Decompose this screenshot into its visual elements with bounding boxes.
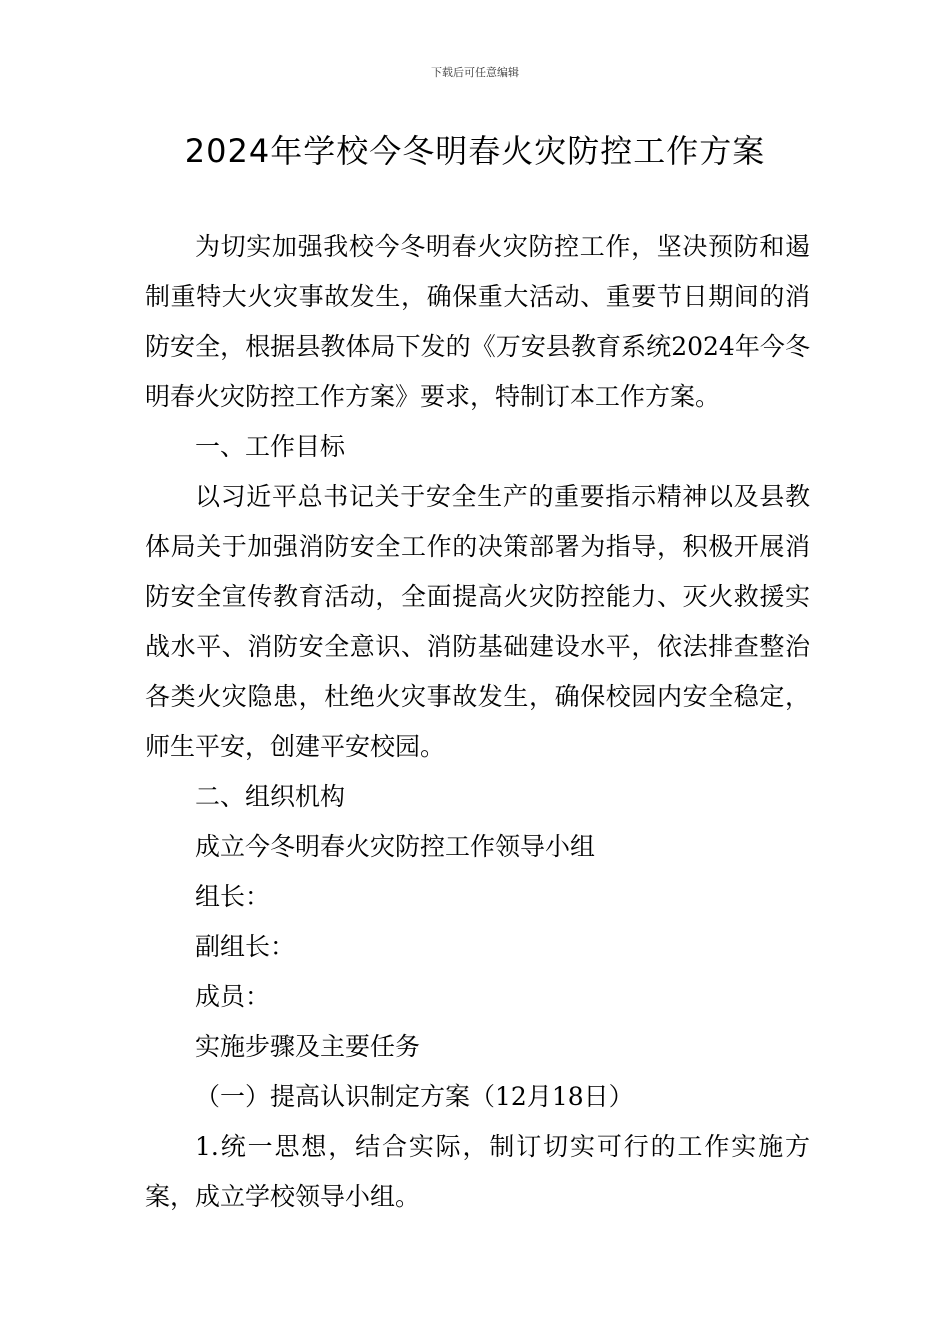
section-heading-organization: 二、组织机构	[195, 782, 346, 811]
section-heading-goals: 一、工作目标	[195, 432, 346, 461]
leadership-group-line: 成立今冬明春火灾防控工作领导小组	[195, 832, 596, 861]
members-line: 成员：	[195, 982, 271, 1011]
goals-paragraph: 以习近平总书记关于安全生产的重要指示精神以及县教体局关于加强消防安全工作的决策部署为指导，积极开展消防安全宣传教育活动，全面提高火灾防控能力、灭火救援实战水平、消防安全意识、消防基础建设水平，依法排查整治各类火灾隐患，杜绝火灾事故发生，确保校园内安全稳定，师生平安，创建平安校园。	[145, 482, 810, 761]
document-body	[145, 222, 810, 1222]
subsection-heading-plan: （一）提高认识制定方案（12月18日）	[195, 1082, 634, 1111]
document-title: 2024年学校今冬明春火灾防控工作方案	[184, 132, 766, 170]
leader-line: 组长：	[195, 882, 271, 911]
section-heading-steps: 实施步骤及主要任务	[195, 1032, 421, 1061]
step-item-1: 1.统一思想，结合实际，制订切实可行的工作实施方案，成立学校领导小组。	[145, 1132, 810, 1211]
intro-paragraph: 为切实加强我校今冬明春火灾防控工作，坚决预防和遏制重特大火灾事故发生，确保重大活动、重要节日期间的消防安全，根据县教体局下发的《万安县教育系统2024年今冬明春火灾防控工作方案》要求，特制订本工作方案。	[145, 232, 810, 411]
page-header-note: 下载后可任意编辑	[431, 66, 519, 79]
deputy-leader-line: 副组长：	[195, 932, 296, 961]
